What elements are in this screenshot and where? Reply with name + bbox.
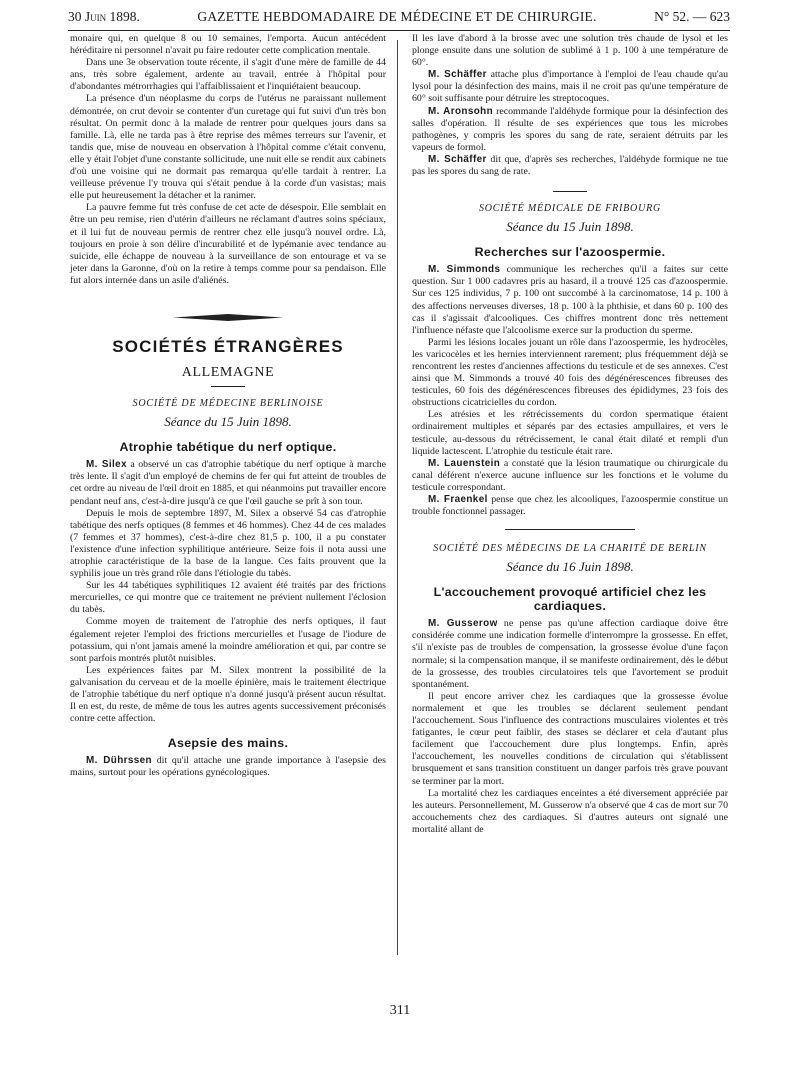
paragraph: Les atrésies et les rétrécissements du cordon spermatique étaient ordinairement multiples et séparés par des ectasies ampullaires, et vers le testicule, au-dessous du rétrécissement, le canal était dilaté et rempli d'un liquide lactescent. L'atrophie du testicule était rare.	[412, 409, 728, 457]
paragraph-text: pense que chez les alcooliques, l'azoospermie constitue un trouble fonctionnel passager.	[412, 494, 729, 518]
author-name: M. Lauenstein	[428, 457, 501, 469]
paragraph	[412, 154, 728, 178]
session-date: Séance du 15 Juin 1898.	[506, 219, 634, 235]
header-journal-title: GAZETTE HEBDOMADAIRE DE MÉDECINE ET DE CHIRURGIE.	[197, 9, 597, 24]
paragraph: monaire qui, en quelque 8 ou 10 semaines, l'emporta. Aucun antécédent héréditaire ni personnel n'avait pu faire redouter cette complication mentale.	[70, 33, 386, 57]
header-issue-page: N° 52. — 623	[654, 9, 730, 24]
paragraph: La présence d'un néoplasme du corps de l'utérus ne paraissant nullement démontrée, on crut devoir se contenter d'un curetage qui fut suivi d'un très bon résultat. On permit donc à la malade de rentrer pour quelques jours dans sa famille. Là, elle ne tarda pas à être reprise des mêmes terreurs sur l'avenir, et tandis que, mise de nouveau en observation à l'hôpital comme c'était convenu, elle y était l'objet d'une constante sollicitude, une nuit elle se rendit aux cabinets d'où une voisine qui ne dormait pas remarqua qu'elle tardait à rentrer. La veilleuse prévenue l'y trouva qui s'était pendue à la corde d'un vasistas; mais elle put heureusement la détacher et la ranimer.	[70, 93, 386, 202]
author-name: M. Silex	[86, 459, 127, 471]
left-column	[70, 33, 386, 780]
paragraph-text: communique les recherches qu'il a faites sur cette question. Sur 1 000 cadavres pris au hasard, il a trouvé 125 cas d'azoospermie. Sur ces 125 individus, 7 p. 100 ont succombé à la carcinomatose, 14 p. 100 à des affections nerveuses diverses, 18 p. 100 à la phthisie, et dans 60 p. 100 des cas il s'agissait d'alcooliques. Ces chiffres montrent donc très nettement l'influence néfaste que l'alcoolisme exerce sur la production du sperme.	[412, 264, 729, 336]
paragraph: Les expériences faites par M. Silex montrent la possibilité de la galvanisation du cerveau et de la moelle épinière, mais le traitement électrique de l'atrophie tabétique du nerf optique n'a donné jusqu'à présent aucun résultat. Il en est, du reste, de même de tous les autres agents successivement préconisés contre cette affection.	[70, 664, 386, 725]
author-name: M. Gusserow	[428, 618, 498, 630]
paragraph	[412, 494, 728, 518]
paragraph: Comme moyen de traitement de l'atrophie des nerfs optiques, il faut également rejeter l'emploi des frictions mercurielles et l'usage de l'iodure de potassium, qui n'ont jamais amené la moindre amélioration et qui, par contre se sont parfois montrés plutôt nuisibles.	[70, 616, 386, 664]
paragraph: La pauvre femme fut très confuse de cet acte de désespoir. Elle semblait en être un peu remise, rien d'utérin d'ailleurs ne réclamant d'autres soins spéciaux, et il lui fut de nouveau permis de rentrer chez elle jusqu'à nouvel ordre. Là, toujours en proie à son délire d'incurabilité et de lypémanie avec tendance au suicide, elle échappe de nouveau à la surveillance de son entourage et va se jeter dans la Garonne, d'où on la retire à temps comme pour sa pendaison. Elle fut alors internée dans un asile d'aliénés.	[70, 202, 386, 286]
paragraph	[412, 69, 728, 105]
article-title: Atrophie tabétique du nerf optique.	[119, 440, 337, 455]
right-column	[412, 33, 728, 836]
author-name: M. Fraenkel	[428, 494, 488, 505]
society-name: SOCIÉTÉ DE MÉDECINE BERLINOISE	[132, 398, 324, 410]
section-title: SOCIÉTÉS ÉTRANGÈRES	[112, 336, 344, 356]
country-heading: ALLEMAGNE	[181, 365, 275, 381]
paragraph-text: dit que, d'après ses recherches, l'aldéhyde formique ne tue pas les spores du sang de rate.	[412, 153, 728, 178]
author-name: M. Schäffer	[428, 153, 487, 165]
society-name: SOCIÉTÉ DES MÉDECINS DE LA CHARITÉ DE BERLIN	[433, 543, 707, 555]
author-name: M. Dührssen	[86, 755, 152, 767]
paragraph-text: ne pense pas qu'une affection cardiaque doive être considérée comme une indication formelle d'interrompre la grossesse. En effet, s'il n'existe pas de troubles de compensation, la grossesse évolue d'une façon normale; si la compensation manque, il se manifeste ordinairement, dès le début de la grossesse, des troubles circulatoires tels que l'avortement se produit spontanément.	[412, 618, 728, 690]
article-title: Recherches sur l'azoospermie.	[474, 245, 666, 260]
paragraph	[412, 106, 728, 154]
column-divider	[397, 40, 398, 955]
paragraph-text: a constaté que la lésion traumatique ou chirurgicale du canal déférent n'exerce aucune influence sur les fonctions et le volume du testicule correspondant.	[412, 457, 729, 493]
page-header	[68, 9, 730, 31]
paragraph	[412, 458, 728, 494]
ornament-rule	[173, 314, 283, 321]
paragraph	[70, 459, 386, 507]
paragraph	[412, 618, 728, 691]
paragraph: Dans une 3e observation toute récente, il s'agit d'une mère de famille de 44 ans, très sobre également, ardente au travail, entrée à l'hôpital pour d'abondantes métrorrhagies qui l'affaiblissaient et l'inquiétaient beaucoup.	[70, 57, 386, 93]
paragraph	[412, 264, 728, 337]
paragraph: Il les lave d'abord à la brosse avec une solution très chaude de lysol et les plonge ensuite dans une solution de sublimé à 1 p. 100 à une température de 60°.	[412, 33, 728, 69]
paragraph-text: attache plus d'importance à l'emploi de l'eau chaude qu'au lysol pour la désinfection des mains, mais il ne croit pas qu'une température de 60° soit suffisante pour détruire les streptocoques.	[412, 69, 728, 105]
paragraph: Depuis le mois de septembre 1897, M. Silex a observé 54 cas d'atrophie tabétique des nerfs optiques (8 femmes et 46 hommes). Chez 44 de ces malades (7 femmes et 37 hommes), c'est-à-dire chez 81,5 p. 100, il a pu constater l'existence d'une infection syphilitique antérieure. Seize fois il nota aussi une atrophie caractéristique de la base de la langue. Ces faits prouvent que la syphilis joue un très grand rôle dans l'étiologie du tabès.	[70, 507, 386, 580]
paragraph: Parmi les lésions locales jouant un rôle dans l'azoospermie, les hydrocèles, les varicocèles et les hernies interviennent rarement; plus fréquemment déjà se rencontrent les restes d'anciennes affections du testicule et de ses annexes. C'est ainsi que M. Simmonds a trouvé 40 fois des dégénérescences fibreuses des testicules, 60 fois des dégénérescences fibreuses des épididymes, 23 fois des obstructions cicatricielles du cordon.	[412, 336, 728, 409]
header-date: 30 Juin 1898.	[68, 9, 140, 24]
paragraph-text: dit qu'il attache une grande importance à l'asepsie des mains, surtout pour les opérations gynécologiques.	[70, 755, 386, 779]
paragraph: Sur les 44 tabétiques syphilitiques 12 avaient été traités par des frictions mercurielles, ce qui montre que ce traitement ne prévient nullement l'éclosion du tabès.	[70, 580, 386, 616]
session-date: Séance du 15 Juin 1898.	[164, 414, 292, 430]
paragraph-text: recommande l'aldéhyde formique pour la désinfection des salles d'opération. Il résulte de ses expériences que tous les microbes pathogènes, y compris les spores du sang de rate, seraient détruits par les vapeurs de formol.	[412, 105, 729, 153]
paragraph: La mortalité chez les cardiaques enceintes a été diversement appréciée par les auteurs. Personnellement, M. Gusserow n'a observé que 4 cas de mort sur 70 accouchements chez des cardiaques. Si d'autres auteurs ont signalé une mortalité allant de	[412, 787, 728, 835]
article-title: L'accouchement provoqué artificiel chez les cardiaques.	[433, 585, 707, 614]
author-name: M. Aronsohn	[428, 105, 494, 117]
paragraph	[70, 755, 386, 779]
society-name: SOCIÉTÉ MÉDICALE DE FRIBOURG	[478, 203, 662, 215]
session-date: Séance du 16 Juin 1898.	[506, 559, 634, 575]
paragraph-text: a observé un cas d'atrophie tabétique du nerf optique à marche très lente. Il s'agit d'un employé de chemins de fer qui fut atteint de troubles de cet ordre au niveau de l'œil droit en 1885, et qui néanmoins put travailler encore pendant neuf ans, c'est-à-dire jusqu'à ce que l'œil gauche se prît à son tour.	[70, 459, 386, 507]
article-title: Asepsie des mains.	[167, 736, 289, 751]
author-name: M. Simmonds	[428, 264, 501, 276]
page-folio: 311	[389, 1003, 411, 1018]
author-name: M. Schäffer	[428, 69, 487, 81]
paragraph: Il peut encore arriver chez les cardiaques que la grossesse évolue normalement et que les troubles se déclarent seulement pendant l'accouchement. Sous l'influence des contractions musculaires violentes et très fatigantes, le cœur peut faiblir, des stases se déclarer et cela d'autant plus facilement que l'accouchement dure plus longtemps. Enfin, après l'accouchement, les nouvelles conditions de circulation qui s'établissent brusquement et sans transition constituent un danger parfois très grave pouvant se terminer par la mort.	[412, 690, 728, 787]
